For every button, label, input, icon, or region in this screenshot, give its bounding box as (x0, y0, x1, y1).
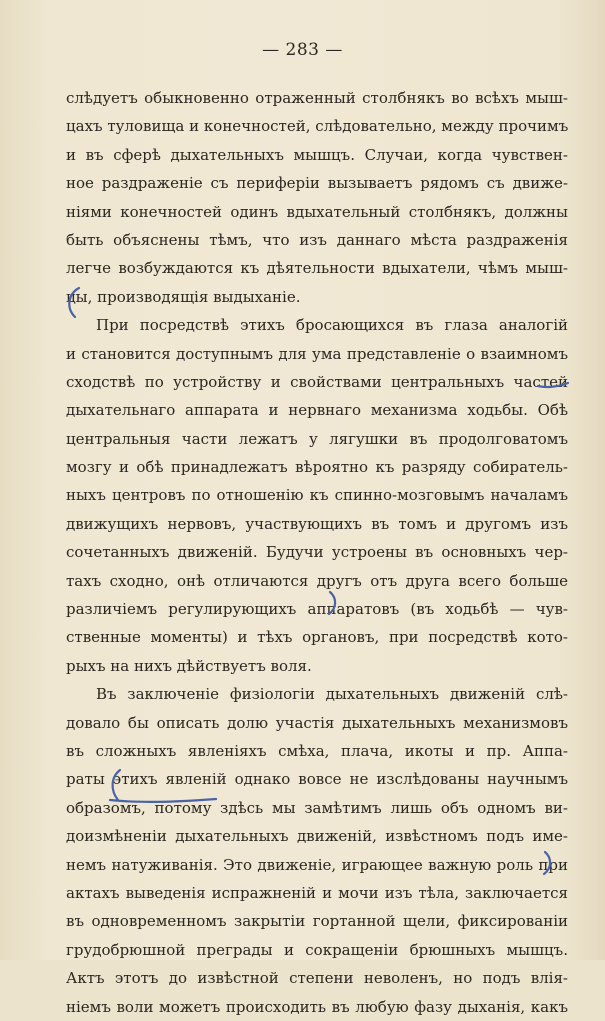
text-line: немъ натуживанія. Это движеніе, играющее важную роль при (66, 855, 568, 874)
text-line: раты этихъ явленій однако вовсе не изслѣдованы научнымъ (66, 770, 568, 789)
text-line: ніями конечностей одинъ вдыхательный столбнякъ, должны (66, 202, 568, 221)
text-line: сходствѣ по устройству и свойствами центральныхъ частей (66, 372, 568, 391)
text-line: ное раздраженіе съ периферіи вызываетъ рядомъ съ движе- (66, 174, 568, 193)
body-text (66, 84, 568, 1021)
text-line: цы, производящія выдыханіе. (66, 287, 301, 306)
text-line: грудобрюшной преграды и сокращеніи брюшныхъ мышцъ. (66, 940, 568, 959)
pencil-close-bracket-mark (540, 850, 556, 876)
text-line: актахъ выведенія испражненій и мочи изъ тѣла, заключается (66, 883, 568, 902)
text-line: движущихъ нервовъ, участвующихъ въ томъ и другомъ изъ (66, 514, 568, 533)
pencil-underline-mark (536, 378, 570, 390)
text-line: При посредствѣ этихъ бросающихся въ глаза аналогій (96, 316, 568, 335)
text-line: быть объяснены тѣмъ, что изъ даннаго мѣста раздраженія (66, 230, 568, 249)
text-line: слѣдуетъ обыкновенно отраженный столбнякъ во всѣхъ мыш- (66, 89, 568, 107)
text-line: мозгу и обѣ принадлежатъ вѣроятно къ разряду собиратель- (66, 458, 568, 477)
text-line: сочетанныхъ движеній. Будучи устроены въ основныхъ чер- (66, 543, 568, 562)
text-line: рыхъ на нихъ дѣйствуетъ воля. (66, 656, 312, 675)
page-number: — 283 — (262, 40, 343, 60)
text-line: въ сложныхъ явленіяхъ смѣха, плача, икоты и пр. Аппа- (66, 741, 568, 760)
text-line: дыхательнаго аппарата и нервнаго механизма ходьбы. Обѣ (66, 401, 568, 420)
text-line: легче возбуждаются къ дѣятельности вдыхатели, чѣмъ мыш- (66, 259, 568, 278)
text-line: цахъ туловища и конечностей, слѣдовательно, между прочимъ (66, 117, 569, 136)
pencil-close-bracket-mark (326, 590, 340, 616)
pencil-open-bracket-mark (62, 286, 84, 320)
text-line: ныхъ центровъ по отношенію къ спинно-мозговымъ началамъ (66, 486, 568, 505)
pencil-underline-mark (108, 795, 218, 805)
text-line: и становится доступнымъ для ума представленіе о взаимномъ (66, 344, 568, 363)
text-line: въ одновременномъ закрытіи гортанной щели, фиксированіи (66, 912, 568, 931)
text-line: Въ заключеніе физіологіи дыхательныхъ движеній слѣ- (96, 685, 568, 704)
text-line: Актъ этотъ до извѣстной степени неволенъ, но подъ влія- (66, 969, 568, 988)
text-line: довало бы описать долю участія дыхательныхъ механизмовъ (66, 713, 568, 732)
text-line: центральныя части лежатъ у лягушки въ продолговатомъ (66, 429, 568, 448)
text-line: ніемъ воли можетъ происходить въ любую фазу дыханія, какъ (66, 997, 568, 1016)
text-line: ственные моменты) и тѣхъ органовъ, при посредствѣ кото- (66, 628, 568, 647)
text-line: различіемъ регулирующихъ аппаратовъ (въ ходьбѣ — чув- (66, 600, 568, 619)
text-line: и въ сферѣ дыхательныхъ мышцъ. Случаи, когда чувствен- (66, 145, 568, 164)
text-line: тахъ сходно, онѣ отличаются другъ отъ друга всего больше (66, 571, 568, 590)
text-line: образомъ, потому здѣсь мы замѣтимъ лишь объ одномъ ви- (66, 798, 568, 817)
text-line: доизмѣненіи дыхательныхъ движеній, извѣстномъ подъ име- (66, 827, 568, 846)
